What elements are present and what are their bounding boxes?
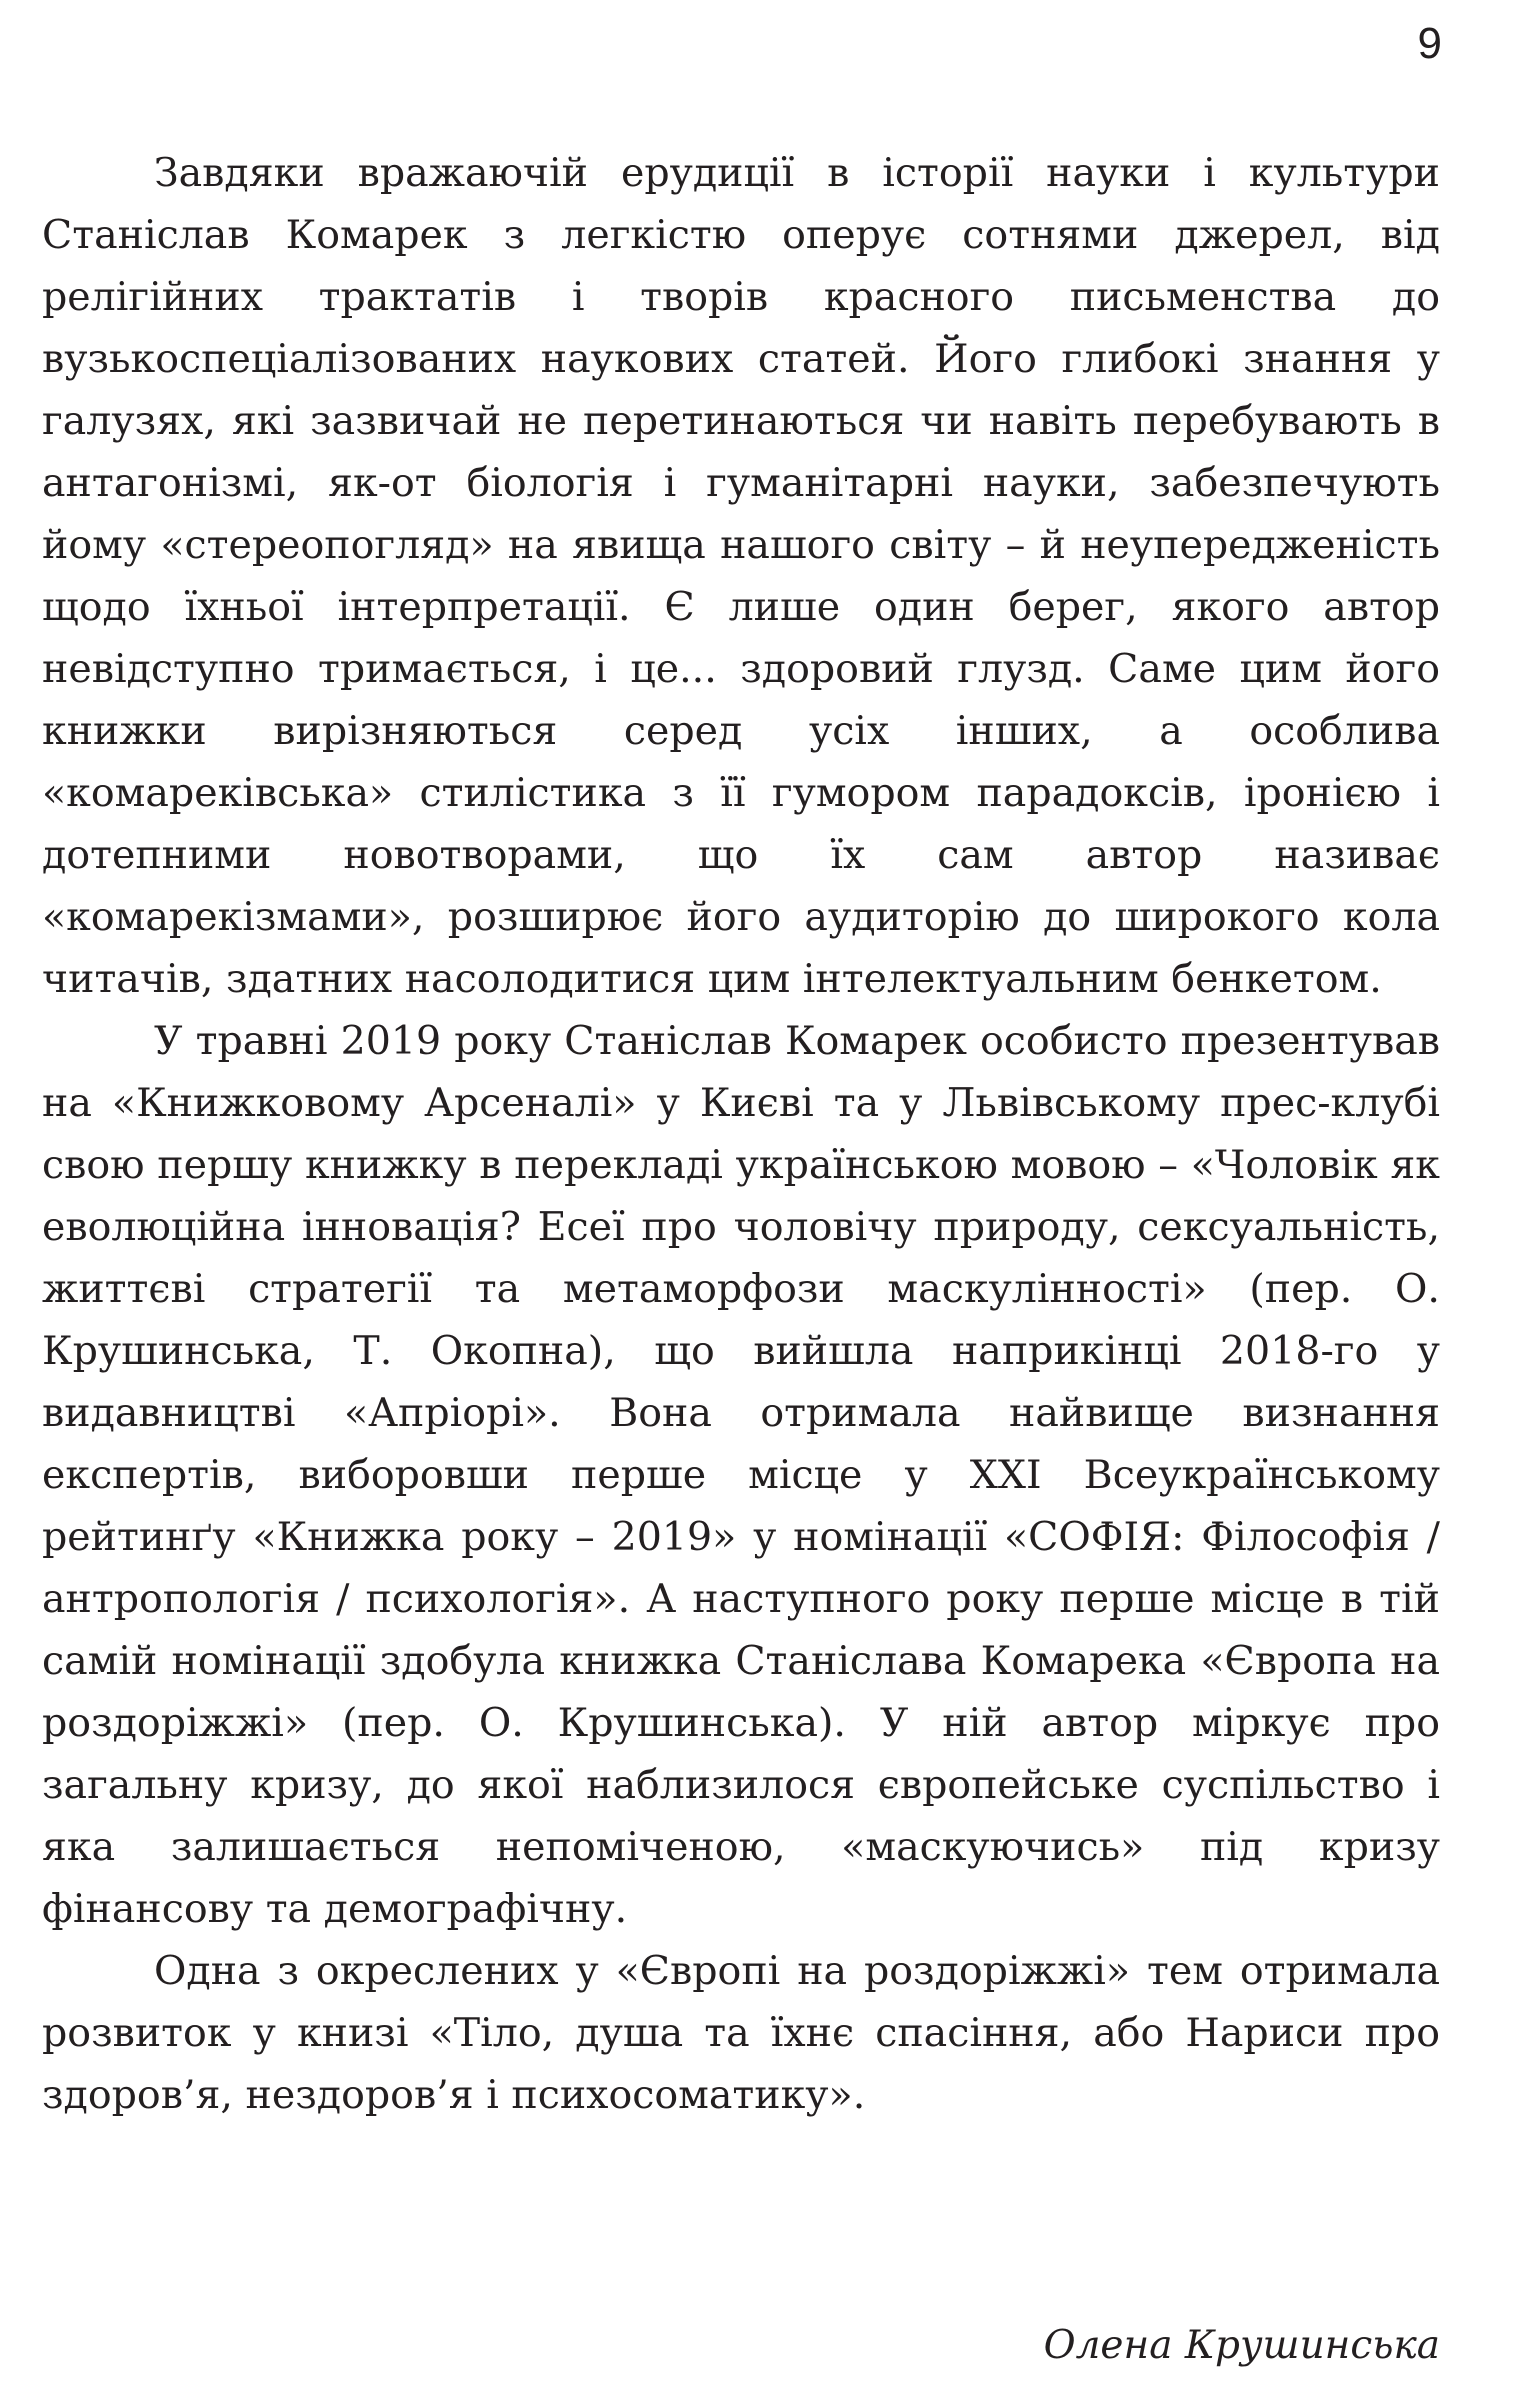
- paragraph-presentation: У травні 2019 року Станіслав Комарек особисто презентував на «Книжковому Арсеналі» у Києві та у Львівському прес-клубі свою першу книжку в перекладі українською мовою – «Чоловік як еволюційна інновація? Есеї про чоловічу природу, сексуальність, життєві стратегії та метаморфози маскулінності» (пер. О. Крушинська, Т. Окопна), що вийшла наприкінці 2018-го у видавництві «Апріорі». Вона отримала найвище визнання експертів, виборовши перше місце у XXI Всеукраїнському рейтинґу «Книжка року – 2019» у номінації «СОФІЯ: Філософія / антропологія / психологія». А наступного року перше місце в тій самій номінації здобула книжка Станіслава Комарека «Європа на роздоріжжі» (пер. О. Крушинська). У ній автор міркує про загальну кризу, до якої наблизилося європейське суспільство і яка залишається непоміченою, «маскуючись» під кризу фінансову та демографічну.: [42, 1018, 1440, 1932]
- author-signature: Олена Крушинська: [1043, 2323, 1440, 2368]
- paragraph-body-soul: Одна з окреслених у «Європі на роздоріжжі» тем отримала розвиток у книзі «Тіло, душа та їхнє спасіння, або Нариси про здоров’я, нездоров’я і психосоматику».: [42, 1948, 1440, 2118]
- body-text: [42, 142, 1440, 2126]
- paragraph-erudition: Завдяки вражаючій ерудиції в історії науки і культури Станіслав Комарек з легкістю оперує сотнями джерел, від релігійних трактатів і творів красного письменства до вузькоспеціалізованих наукових статей. Його глибокі знання у галузях, які зазвичай не перетинаються чи навіть перебувають в антагонізмі, як-от біологія і гуманітарні науки, забезпечують йому «стереопогляд» на явища нашого світу – й неупередженість щодо їхньої інтерпретації. Є лише один берег, якого автор невідступно тримається, і це... здоровий глузд. Саме цим його книжки вирізняються серед усіх інших, а особлива «комареківська» стилістика з її гумором парадоксів, іронією і дотепними новотворами, що їх сам автор називає «комарекізмами», розширює його аудиторію до широкого кола читачів, здатних насолодитися цим інтелектуальним бенкетом.: [42, 150, 1440, 1002]
- page-number: 9: [1417, 19, 1442, 68]
